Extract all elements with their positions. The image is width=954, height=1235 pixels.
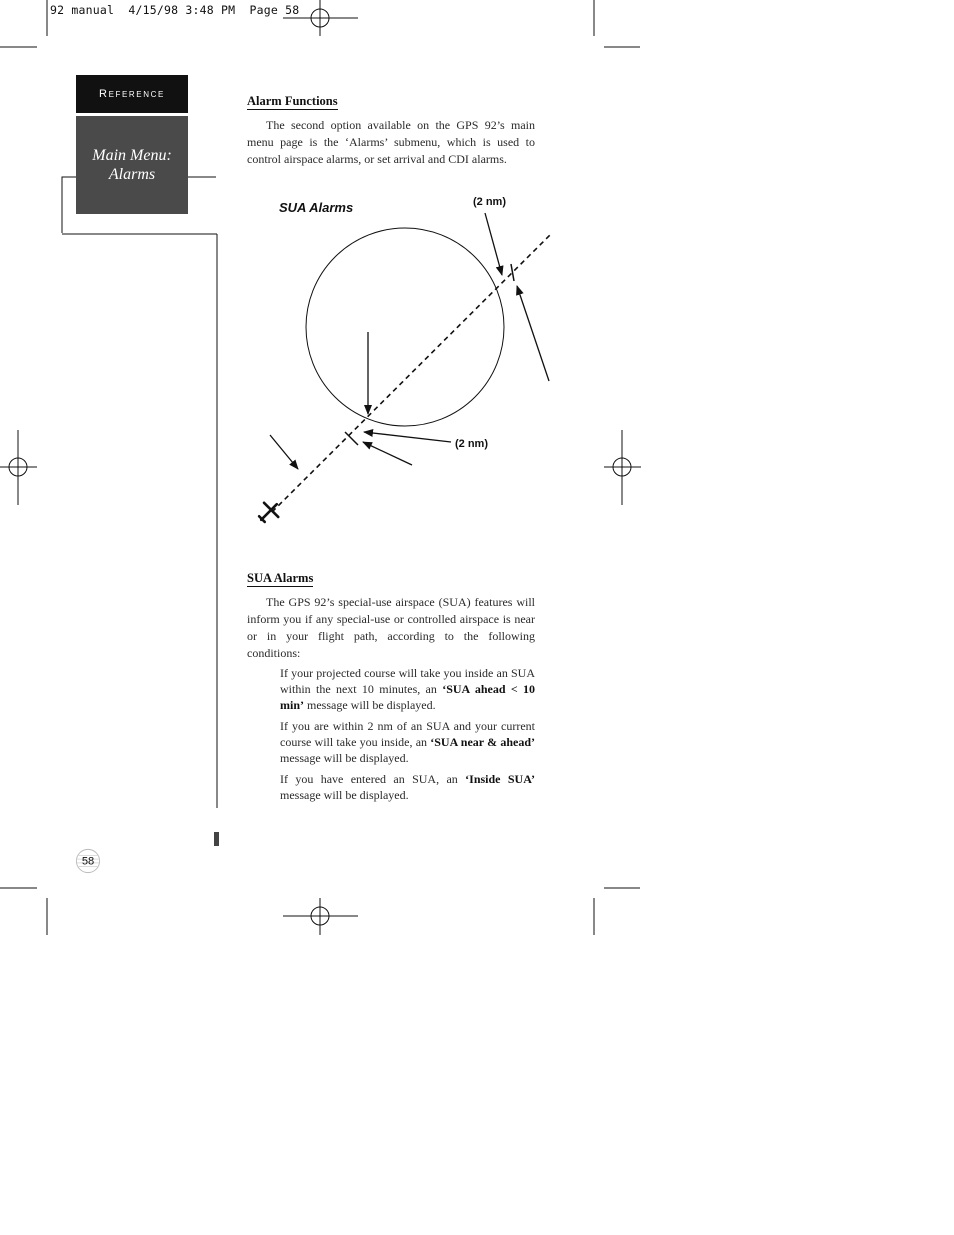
alarm-functions-heading: Alarm Functions <box>247 94 338 108</box>
sua-conditions-list <box>280 665 535 808</box>
page-number-badge <box>75 848 101 874</box>
arrow-aircraft-pointer <box>270 435 298 469</box>
alarm-functions-section <box>247 92 535 168</box>
sua-alarms-section <box>247 569 535 662</box>
figure-caption: SUA Alarms <box>279 200 354 215</box>
page-number: 58 <box>81 855 95 868</box>
condition-item: If you are within 2 nm of an SUA and your current course will take you inside, an ‘SUA near & ahead’ message will be displayed. <box>280 719 535 765</box>
section-title-line1: Main Menu: <box>92 147 172 164</box>
condition-item: If your projected course will take you inside an SUA within the next 10 minutes, an ‘SUA ahead < 10 min’ message will be displayed. <box>280 666 535 712</box>
projected-course-line <box>272 234 551 512</box>
sua-boundary-circle <box>306 228 504 426</box>
alarm-functions-text: The second option available on the GPS 92’s main menu page is the ‘Alarms’ submenu, which is used to control airspace alarms, or set arrival and CDI alarms. <box>247 118 535 166</box>
sua-alarms-heading: SUA Alarms <box>247 571 314 585</box>
figure-label-top: (2 nm) <box>473 196 506 208</box>
course-tick-upper <box>511 264 514 281</box>
arrow-tick-pointer <box>363 442 412 465</box>
arrow-exit-point <box>517 286 549 381</box>
print-slug: 92 manual 4/15/98 3:48 PM Page 58 <box>50 3 300 17</box>
arrow-two-nm-top <box>485 213 502 275</box>
section-title-box <box>76 116 188 214</box>
reference-tab: Reference <box>76 75 188 113</box>
condition-item: If you have entered an SUA, an ‘Inside SUA’ message will be displayed. <box>280 772 535 802</box>
arrow-two-nm-bottom <box>364 432 451 442</box>
course-tick-lower <box>345 432 358 445</box>
sua-alarms-text: The GPS 92’s special-use airspace (SUA) features will inform you if any special-use or controlled airspace is near or in your flight path, according to the following conditions: <box>247 595 535 660</box>
figure-label-bottom: (2 nm) <box>455 438 488 450</box>
section-title-line2: Alarms <box>108 166 156 183</box>
sua-alarms-diagram <box>250 188 560 533</box>
aircraft-icon <box>254 497 284 527</box>
